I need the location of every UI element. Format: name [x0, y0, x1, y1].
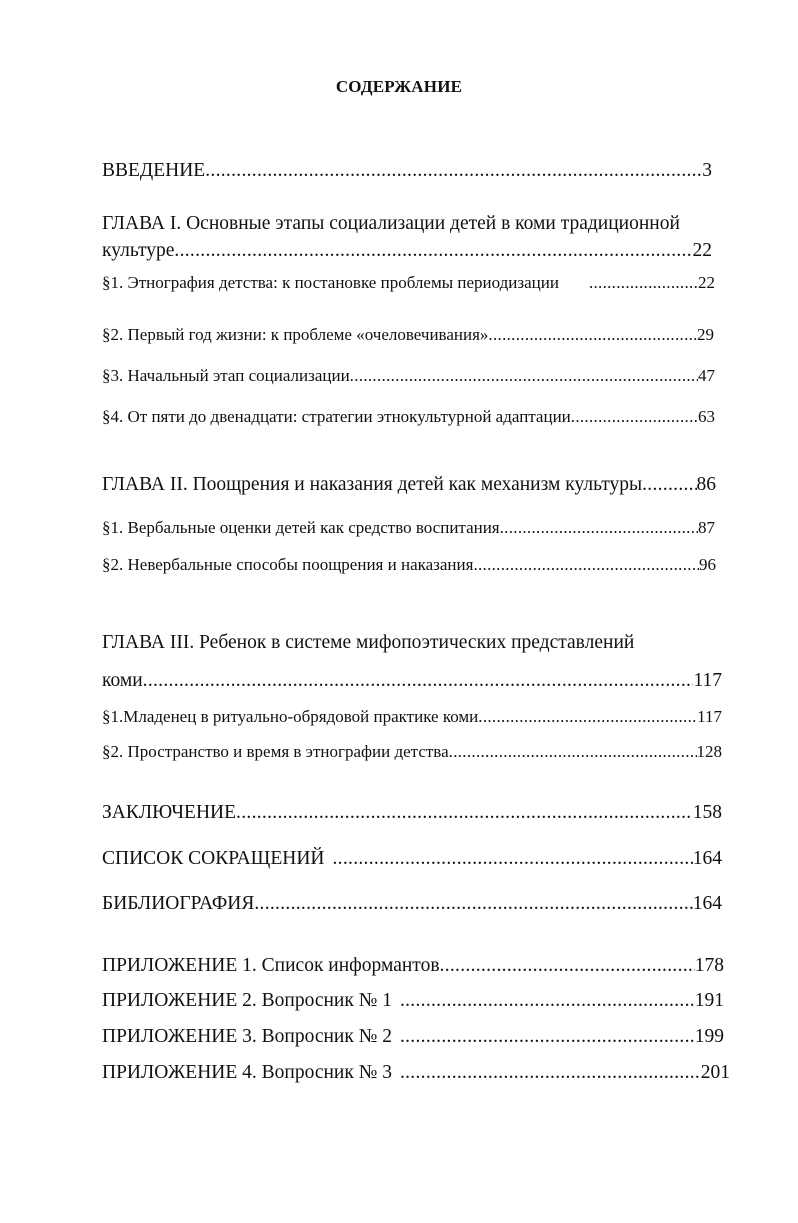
page-title: СОДЕРЖАНИЕ: [335, 77, 463, 96]
toc-page-number: 22: [698, 273, 715, 292]
toc-entry-text: §2. Первый год жизни: к проблеме «очеловечивания»: [102, 325, 489, 344]
toc-page-number: 158: [692, 802, 722, 823]
toc-page-number: 117: [693, 670, 722, 691]
toc-leader-dots: [500, 518, 698, 538]
toc-page-number: 22: [692, 240, 712, 261]
toc-leader-dots: [333, 848, 693, 870]
toc-entry-text: ПРИЛОЖЕНИЕ 3. Вопросник № 2: [102, 1026, 392, 1047]
toc-entry-ch2[interactable]: [102, 474, 716, 496]
toc-leader-dots: [571, 407, 698, 427]
toc-entry-appendix-3[interactable]: [102, 1026, 724, 1048]
toc-leader-dots: [350, 366, 698, 386]
toc-entry-text: §3. Начальный этап социализации: [102, 366, 350, 385]
toc-entry-text: культуре: [102, 240, 175, 261]
toc-entry-text: ГЛАВА II. Поощрения и наказания детей как механизм культуры: [102, 474, 643, 495]
toc-entry-text: СПИСОК СОКРАЩЕНИЙ: [102, 848, 325, 869]
toc-entry-ch3-line1[interactable]: ГЛАВА III. Ребенок в системе мифопоэтических представлений: [102, 632, 635, 653]
toc-entry-text: §4. От пяти до двенадцати: стратегии этнокультурной адаптации: [102, 407, 571, 426]
toc-leader-dots: [488, 325, 697, 345]
toc-entry-appendix-4[interactable]: [102, 1062, 730, 1084]
toc-entry-ch1[interactable]: [102, 240, 712, 262]
toc-leader-dots: [174, 240, 692, 262]
toc-entry-ch1-s3[interactable]: [102, 366, 715, 386]
toc-leader-dots: [205, 160, 702, 182]
toc-leader-dots: [589, 273, 698, 293]
toc-leader-dots: [440, 955, 695, 977]
toc-leader-dots: [449, 742, 697, 762]
toc-entry-bibliography[interactable]: [102, 893, 722, 915]
toc-page-number: 164: [692, 848, 722, 869]
toc-page-number: 178: [694, 955, 724, 976]
toc-page-number: 96: [699, 555, 716, 574]
toc-entry-text: БИБЛИОГРАФИЯ: [102, 893, 255, 914]
toc-entry-text: §2. Невербальные способы поощрения и наказания: [102, 555, 474, 574]
toc-page-number: 128: [696, 742, 722, 761]
toc-page-number: 191: [694, 990, 724, 1011]
toc-page-number: 47: [698, 366, 715, 385]
toc-entry-ch2-s2[interactable]: [102, 555, 716, 575]
toc-leader-dots: [400, 990, 695, 1012]
toc-page-number: 29: [697, 325, 714, 344]
toc-page-number: 86: [696, 474, 716, 495]
toc-entry-text: коми: [102, 670, 143, 691]
toc-entry-appendix-2[interactable]: [102, 990, 724, 1012]
toc-page-number: 63: [698, 407, 715, 426]
toc-entry-ch3-s1[interactable]: [102, 707, 722, 727]
toc-entry-ch2-s1[interactable]: [102, 518, 715, 538]
toc-page-number: 199: [694, 1026, 724, 1047]
toc-entry-abbreviations[interactable]: [102, 848, 722, 870]
toc-entry-intro[interactable]: [102, 160, 712, 182]
toc-leader-dots: [478, 707, 697, 727]
toc-entry-text: ПРИЛОЖЕНИЕ 4. Вопросник № 3: [102, 1062, 392, 1083]
toc-entry-text: ПРИЛОЖЕНИЕ 2. Вопросник № 1: [102, 990, 392, 1011]
toc-entry-ch1-s4[interactable]: [102, 407, 715, 427]
toc-entry-text: §2. Пространство и время в этнографии детства: [102, 742, 449, 761]
toc-entry-ch3-s2[interactable]: [102, 742, 722, 762]
toc-page-number: 164: [692, 893, 722, 914]
toc-leader-dots: [236, 802, 693, 824]
toc-entry-text: ВВЕДЕНИЕ: [102, 160, 206, 181]
toc-page-number: 201: [700, 1062, 730, 1083]
toc-leader-dots: [143, 670, 694, 692]
toc-entry-ch3[interactable]: [102, 670, 722, 692]
toc-entry-conclusion[interactable]: [102, 802, 722, 824]
toc-page-number: 117: [697, 707, 722, 726]
toc-leader-dots: [400, 1062, 701, 1084]
toc-leader-dots: [254, 893, 692, 915]
toc-leader-dots: [642, 474, 696, 496]
toc-leader-dots: [400, 1026, 695, 1048]
toc-page-number: 3: [702, 160, 712, 181]
toc-entry-text: §1. Вербальные оценки детей как средство воспитания: [102, 518, 500, 537]
toc-entry-text: ПРИЛОЖЕНИЕ 1. Список информантов: [102, 955, 440, 976]
toc-entry-appendix-1[interactable]: [102, 955, 724, 977]
toc-entry-text: §1. Этнография детства: к постановке проблемы периодизации: [102, 273, 559, 292]
toc-entry-text: §1.Младенец в ритуально-обрядовой практике коми: [102, 707, 479, 726]
toc-entry-ch1-line1[interactable]: ГЛАВА I. Основные этапы социализации детей в коми традиционной: [102, 213, 680, 234]
toc-leader-dots: [473, 555, 699, 575]
toc-entry-ch1-s1[interactable]: [102, 273, 715, 293]
toc-page-number: 87: [698, 518, 715, 537]
toc-entry-text: ЗАКЛЮЧЕНИЕ: [102, 802, 237, 823]
toc-entry-ch1-s2[interactable]: [102, 325, 714, 345]
